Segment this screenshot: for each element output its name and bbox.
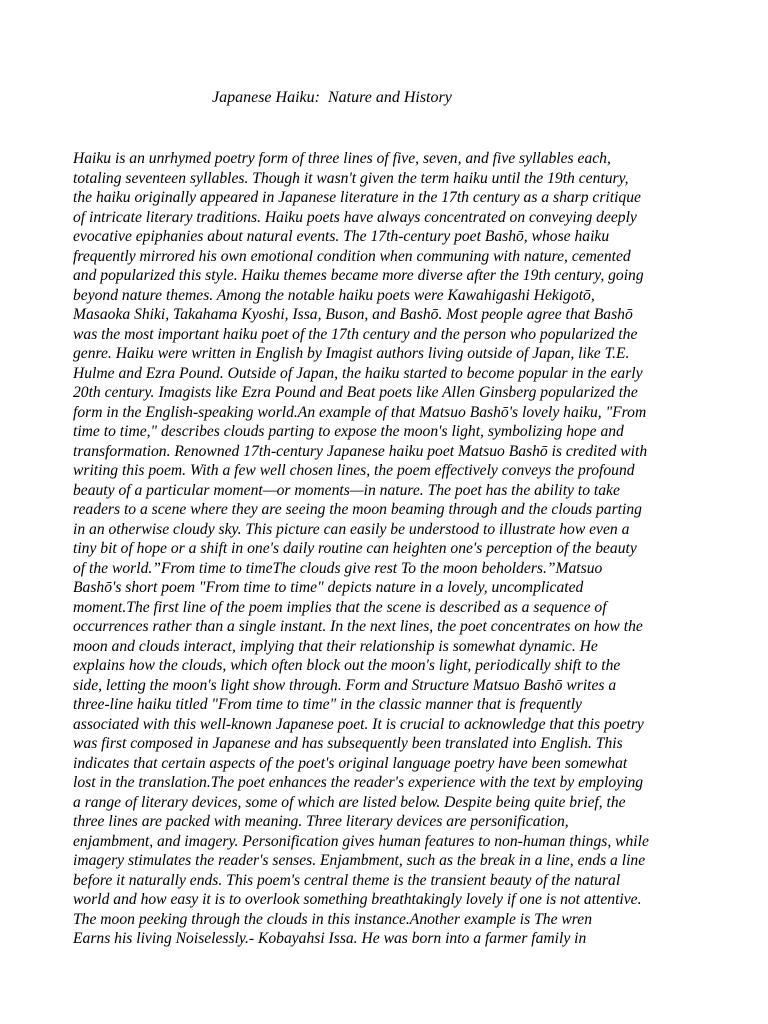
body-line: moment.The first line of the poem implies that the scene is described as a sequence of (73, 598, 607, 616)
body-line: side, letting the moon's light show through. Form and Structure Matsuo Bashō writes a (73, 676, 617, 694)
body-line: the haiku originally appeared in Japanese literature in the 17th century as a sharp critique (73, 189, 641, 206)
body-line: Hulme and Ezra Pound. Outside of Japan, the haiku started to become popular in the early (73, 364, 643, 382)
body-line: was the most important haiku poet of the 17th century and the person who popularized the (73, 325, 638, 343)
body-line: writing this poem. With a few well chosen lines, the poem effectively conveys the profound (73, 462, 635, 479)
body-line: genre. Haiku were written in English by Imagist authors living outside of Japan, like T.E. (73, 345, 630, 362)
body-line: The moon peeking through the clouds in this instance.Another example is The wren (73, 910, 592, 928)
body-line: beyond nature themes. Among the notable haiku poets were Kawahigashi Hekigotō, (73, 286, 595, 304)
document-title: Japanese Haiku: Nature and History (212, 89, 452, 106)
body-line: 20th century. Imagists like Ezra Pound and Beat poets like Allen Ginsberg popularized the (73, 384, 638, 401)
body-line: occurrences rather than a single instant. In the next lines, the poet concentrates on how the (73, 618, 643, 635)
body-line: a range of literary devices, some of which are listed below. Despite being quite brief, the (73, 793, 626, 811)
body-line: form in the English-speaking world.An example of that Matsuo Bashō's lovely haiku, "From (73, 403, 647, 421)
body-line: Earns his living Noiselessly.- Kobayahsi Issa. He was born into a farmer family in (73, 930, 587, 947)
body-line: tiny bit of hope or a shift in one's daily routine can heighten one's perception of the beauty (73, 540, 637, 557)
body-line: before it naturally ends. This poem's central theme is the transient beauty of the natural (73, 871, 621, 889)
body-line: indicates that certain aspects of the poet's original language poetry have been somewhat (73, 754, 628, 772)
body-line: transformation. Renowned 17th-century Japanese haiku poet Matsuo Bashō is credited with (73, 442, 648, 460)
body-line: in an otherwise cloudy sky. This picture can easily be understood to illustrate how even a (73, 520, 630, 538)
body-line: three lines are packed with meaning. Three literary devices are personification, (73, 813, 569, 830)
body-line: frequently mirrored his own emotional condition when communing with nature, cemented (73, 247, 631, 265)
body-line: time to time," describes clouds parting to expose the moon's light, symbolizing hope and (73, 423, 624, 440)
body-line: of intricate literary traditions. Haiku poets have always concentrated on conveying deeply (73, 208, 637, 226)
body-line: was first composed in Japanese and has subsequently been translated into English. This (73, 735, 623, 752)
document-body (73, 149, 713, 949)
body-line: Haiku is an unrhymed poetry form of three lines of five, seven, and five syllables each, (73, 150, 611, 167)
body-line: world and how easy it is to overlook something breathtakingly lovely if one is not attentive. (73, 891, 642, 908)
body-line: and popularized this style. Haiku themes became more diverse after the 19th century, going (73, 267, 644, 284)
body-line: explains how the clouds, which often block out the moon's light, periodically shift to the (73, 657, 621, 674)
body-line: imagery stimulates the reader's senses. Enjambment, such as the break in a line, ends a line (73, 852, 646, 869)
body-line: evocative epiphanies about natural events. The 17th-century poet Bashō, whose haiku (73, 228, 610, 245)
body-line: lost in the translation.The poet enhances the reader's experience with the text by employing (73, 774, 644, 791)
body-line: Masaoka Shiki, Takahama Kyoshi, Issa, Buson, and Bashō. Most people agree that Bashō (73, 306, 633, 323)
body-line: moon and clouds interact, implying that their relationship is somewhat dynamic. He (73, 637, 598, 655)
body-line: of the world.”From time to timeThe clouds give rest To the moon beholders.”Matsuo (73, 559, 603, 577)
body-line: associated with this well-known Japanese poet. It is crucial to acknowledge that this poetry (73, 715, 644, 733)
body-line: enjambment, and imagery. Personification gives human features to non-human things, while (73, 832, 649, 850)
body-line: totaling seventeen syllables. Though it wasn't given the term haiku until the 19th century, (73, 169, 629, 187)
body-line: readers to a scene where they are seeing the moon beaming through and the clouds parting (73, 501, 642, 518)
body-line: Bashō's short poem "From time to time" depicts nature in a lovely, uncomplicated (73, 579, 584, 596)
body-line: three-line haiku titled "From time to time" in the classic manner that is frequently (73, 696, 582, 713)
body-line: beauty of a particular moment—or moments—in nature. The poet has the ability to take (73, 481, 620, 499)
